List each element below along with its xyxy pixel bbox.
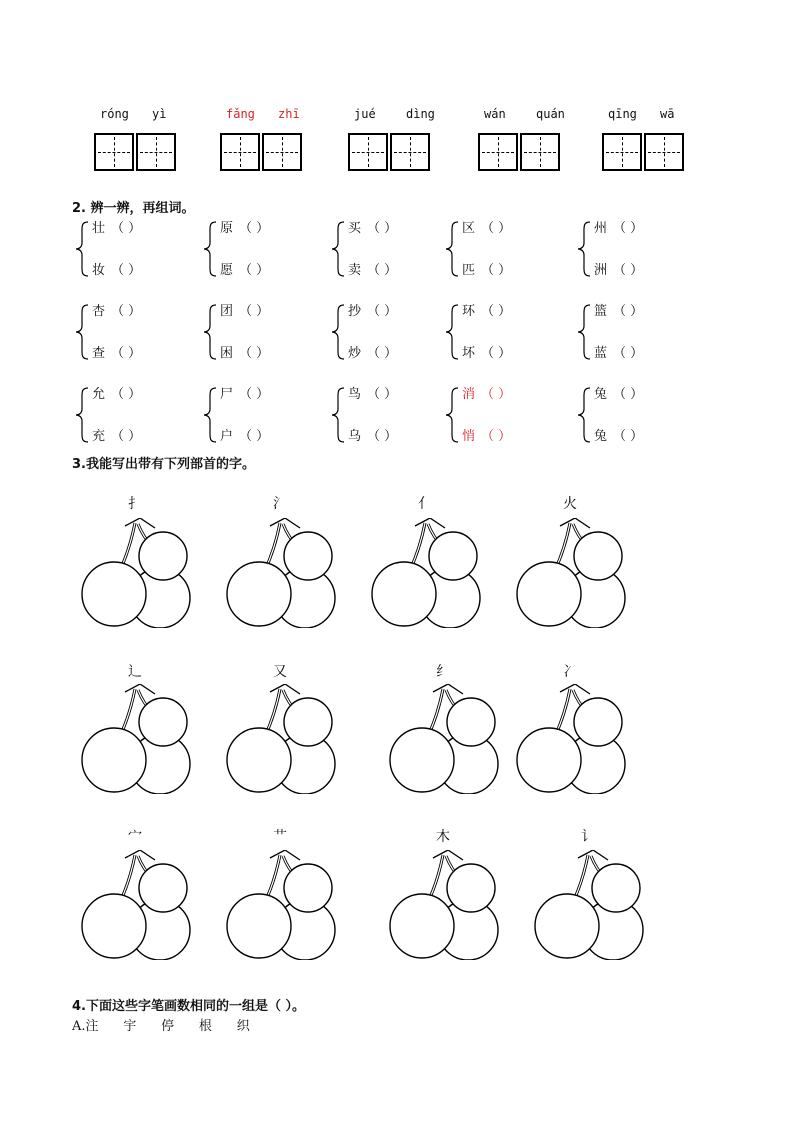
- radical-label: 艹: [273, 829, 287, 845]
- pinyin-label: jué: [354, 107, 376, 121]
- pinyin-label: wā: [660, 107, 675, 121]
- char-row: [594, 342, 643, 361]
- radical-label: 纟: [436, 664, 450, 680]
- char-row: [220, 300, 269, 319]
- writing-box-pair: [220, 133, 302, 171]
- char-row: [92, 425, 141, 444]
- left-brace-icon: [330, 387, 346, 443]
- character: 乌: [348, 429, 362, 444]
- question-3-title: 3.我能写出带有下列部首的字。: [72, 457, 255, 472]
- cherry-answer-icon[interactable]: [370, 518, 485, 628]
- character: 洲: [594, 263, 608, 278]
- answer-blank[interactable]: （ ）: [239, 304, 270, 319]
- char-pair-item: [576, 385, 686, 445]
- answer-blank[interactable]: （ ）: [367, 304, 398, 319]
- character: 鸟: [348, 387, 362, 402]
- left-brace-icon: [444, 304, 460, 360]
- radical-label: 火: [563, 496, 577, 512]
- radical-label: 又: [273, 664, 287, 680]
- tianzige-box[interactable]: [136, 133, 176, 171]
- tianzige-box[interactable]: [602, 133, 642, 171]
- char-row: [92, 383, 141, 402]
- character: 尸: [220, 387, 234, 402]
- answer-blank[interactable]: （ ）: [481, 263, 512, 278]
- char-pair-item: [202, 385, 312, 445]
- left-brace-icon: [202, 221, 218, 277]
- left-brace-icon: [330, 304, 346, 360]
- char-pair-item: [74, 385, 184, 445]
- radical-label: 扌: [128, 496, 142, 512]
- char-pair-item: [202, 302, 312, 362]
- character: 愿: [220, 263, 234, 278]
- character: 妆: [92, 263, 106, 278]
- tianzige-box[interactable]: [348, 133, 388, 171]
- char-pair-item: [444, 219, 554, 279]
- radical-label: 讠: [581, 829, 595, 845]
- answer-blank[interactable]: （ ）: [481, 221, 512, 236]
- character: 坏: [462, 346, 476, 361]
- character: 州: [594, 221, 608, 236]
- char-pair-item: [202, 219, 312, 279]
- left-brace-icon: [444, 221, 460, 277]
- left-brace-icon: [330, 221, 346, 277]
- cherry-answer-icon[interactable]: [533, 850, 648, 960]
- writing-box-pair: [478, 133, 560, 171]
- char-row: [220, 383, 269, 402]
- pinyin-label: zhī: [278, 107, 300, 121]
- character: 环: [462, 304, 476, 319]
- answer-blank[interactable]: （ ）: [613, 304, 644, 319]
- tianzige-box[interactable]: [94, 133, 134, 171]
- left-brace-icon: [202, 387, 218, 443]
- char-row: [462, 342, 511, 361]
- radical-label: 宀: [128, 829, 142, 845]
- cherry-answer-icon[interactable]: [388, 684, 503, 794]
- char-row: [220, 217, 269, 236]
- left-brace-icon: [576, 387, 592, 443]
- cherry-answer-icon[interactable]: [515, 518, 630, 628]
- char-row: [220, 342, 269, 361]
- char-pair-item: [74, 219, 184, 279]
- cherry-answer-icon[interactable]: [225, 518, 340, 628]
- character: 区: [462, 221, 476, 236]
- writing-box-pair: [602, 133, 684, 171]
- char-row: [348, 300, 397, 319]
- answer-blank[interactable]: （ ）: [481, 387, 512, 402]
- radical-label: 木: [436, 829, 450, 845]
- answer-blank[interactable]: （ ）: [367, 387, 398, 402]
- answer-blank[interactable]: （ ）: [367, 346, 398, 361]
- character: 匹: [462, 263, 476, 278]
- answer-blank[interactable]: （ ）: [239, 429, 270, 444]
- pinyin-label: dìng: [406, 107, 435, 121]
- character: 查: [92, 346, 106, 361]
- radical-label: 亻: [418, 496, 432, 512]
- answer-blank[interactable]: （ ）: [481, 346, 512, 361]
- character: 悄: [462, 429, 476, 444]
- char-pair-item: [74, 302, 184, 362]
- answer-blank[interactable]: （ ）: [481, 429, 512, 444]
- left-brace-icon: [444, 387, 460, 443]
- left-brace-icon: [74, 387, 90, 443]
- char-row: [220, 425, 269, 444]
- char-pair-item: [444, 302, 554, 362]
- pinyin-label: qīng: [608, 107, 637, 121]
- tianzige-box[interactable]: [644, 133, 684, 171]
- char-row: [462, 217, 511, 236]
- answer-blank[interactable]: （ ）: [239, 221, 270, 236]
- tianzige-box[interactable]: [478, 133, 518, 171]
- char-row: [92, 342, 141, 361]
- answer-blank[interactable]: （ ）: [239, 387, 270, 402]
- answer-blank[interactable]: （ ）: [613, 429, 644, 444]
- char-row: [462, 425, 511, 444]
- answer-blank[interactable]: （ ）: [613, 221, 644, 236]
- char-row: [348, 259, 397, 278]
- cherry-answer-icon[interactable]: [80, 850, 195, 960]
- character: 充: [92, 429, 106, 444]
- character: 兔: [594, 387, 608, 402]
- char-row: [348, 217, 397, 236]
- tianzige-box[interactable]: [390, 133, 430, 171]
- character: 团: [220, 304, 234, 319]
- cherry-answer-icon[interactable]: [80, 684, 195, 794]
- char-row: [92, 217, 141, 236]
- answer-blank[interactable]: （ ）: [613, 387, 644, 402]
- pinyin-label: quán: [536, 107, 565, 121]
- char-row: [348, 383, 397, 402]
- cherry-answer-icon[interactable]: [80, 518, 195, 628]
- char-row: [594, 383, 643, 402]
- pinyin-label: róng: [100, 107, 129, 121]
- answer-blank[interactable]: （ ）: [111, 221, 142, 236]
- char-pair-item: [444, 385, 554, 445]
- tianzige-box[interactable]: [520, 133, 560, 171]
- left-brace-icon: [74, 304, 90, 360]
- answer-blank[interactable]: （ ）: [111, 346, 142, 361]
- character: 卖: [348, 263, 362, 278]
- answer-blank[interactable]: （ ）: [111, 429, 142, 444]
- left-brace-icon: [576, 221, 592, 277]
- cherry-answer-icon[interactable]: [225, 684, 340, 794]
- pinyin-label: fǎng: [226, 107, 255, 121]
- char-row: [462, 259, 511, 278]
- answer-blank[interactable]: （ ）: [481, 304, 512, 319]
- char-row: [348, 425, 397, 444]
- character: 买: [348, 221, 362, 236]
- question-4-option-a: A.注 宇 停 根 织: [72, 1019, 250, 1034]
- char-row: [348, 342, 397, 361]
- char-pair-item: [576, 302, 686, 362]
- answer-blank[interactable]: （ ）: [613, 263, 644, 278]
- answer-blank[interactable]: （ ）: [111, 304, 142, 319]
- radical-label: 冫: [563, 664, 577, 680]
- left-brace-icon: [202, 304, 218, 360]
- char-row: [594, 425, 643, 444]
- radical-label: 氵: [273, 496, 287, 512]
- writing-box-pair: [348, 133, 430, 171]
- pinyin-label: yì: [152, 107, 167, 121]
- char-row: [594, 217, 643, 236]
- character: 兔: [594, 429, 608, 444]
- pinyin-label: wán: [484, 107, 506, 121]
- character: 壮: [92, 221, 106, 236]
- char-row: [594, 259, 643, 278]
- char-row: [92, 259, 141, 278]
- char-row: [594, 300, 643, 319]
- answer-blank[interactable]: （ ）: [367, 429, 398, 444]
- char-row: [462, 383, 511, 402]
- radical-label: 辶: [128, 664, 142, 680]
- character: 消: [462, 387, 476, 402]
- character: 原: [220, 221, 234, 236]
- character: 允: [92, 387, 106, 402]
- cherry-answer-icon[interactable]: [225, 850, 340, 960]
- character: 篮: [594, 304, 608, 319]
- cherry-answer-icon[interactable]: [515, 684, 630, 794]
- writing-box-pair: [94, 133, 176, 171]
- char-pair-item: [576, 219, 686, 279]
- character: 蓝: [594, 346, 608, 361]
- char-row: [220, 259, 269, 278]
- answer-blank[interactable]: （ ）: [239, 346, 270, 361]
- tianzige-box[interactable]: [262, 133, 302, 171]
- character: 抄: [348, 304, 362, 319]
- char-pair-item: [330, 219, 440, 279]
- answer-blank[interactable]: （ ）: [367, 221, 398, 236]
- character: 户: [220, 429, 234, 444]
- character: 困: [220, 346, 234, 361]
- character: 杏: [92, 304, 106, 319]
- cherry-answer-icon[interactable]: [388, 850, 503, 960]
- answer-blank[interactable]: （ ）: [111, 387, 142, 402]
- left-brace-icon: [576, 304, 592, 360]
- answer-blank[interactable]: （ ）: [111, 263, 142, 278]
- answer-blank[interactable]: （ ）: [613, 346, 644, 361]
- char-row: [92, 300, 141, 319]
- char-pair-item: [330, 385, 440, 445]
- tianzige-box[interactable]: [220, 133, 260, 171]
- question-4-title: 4.下面这些字笔画数相同的一组是（ ）。: [72, 999, 306, 1014]
- left-brace-icon: [74, 221, 90, 277]
- answer-blank[interactable]: （ ）: [239, 263, 270, 278]
- question-2-title: 2. 辨一辨，再组词。: [72, 201, 195, 216]
- answer-blank[interactable]: （ ）: [367, 263, 398, 278]
- char-pair-item: [330, 302, 440, 362]
- character: 炒: [348, 346, 362, 361]
- char-row: [462, 300, 511, 319]
